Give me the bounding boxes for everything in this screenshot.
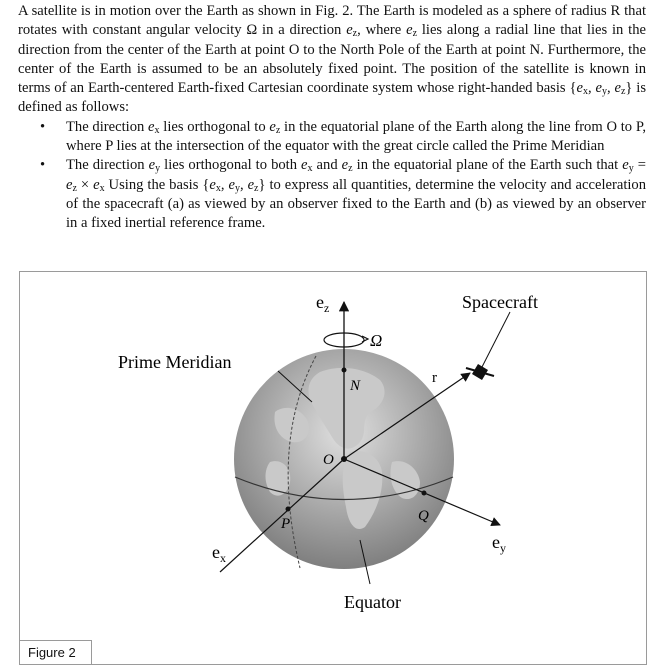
spacecraft-icon bbox=[466, 364, 494, 380]
symbol-e: e bbox=[346, 22, 353, 39]
bullet-text: and bbox=[312, 157, 342, 174]
bullet-icon: • bbox=[40, 118, 46, 135]
ey-label: $e_y$ bbox=[492, 532, 506, 555]
symbol-sub: z bbox=[254, 182, 259, 194]
symbol-sub: x bbox=[154, 124, 160, 136]
ex-label: $e_x$ bbox=[212, 542, 226, 565]
bullet-text: in the equatorial plane of the Earth along the line from O to P, where P lies at the intersection of the equator with the great circle called the Prime Meridian bbox=[66, 118, 646, 155]
cross-product-sign: × bbox=[76, 176, 94, 193]
bullet-text: in the equatorial plane of the Earth such that bbox=[352, 157, 623, 174]
spacecraft-leader bbox=[482, 312, 510, 367]
figure-caption: Figure 2 bbox=[20, 640, 92, 664]
omega-label: Ω bbox=[370, 331, 383, 350]
bullet-text: The direction bbox=[66, 118, 149, 135]
origin-label: O bbox=[323, 452, 334, 468]
q-label: Q bbox=[418, 508, 429, 524]
symbol-e: e bbox=[66, 176, 73, 193]
symbol-e: e bbox=[148, 118, 155, 135]
symbol-sub: z bbox=[72, 182, 77, 194]
definition-list bbox=[18, 118, 646, 234]
symbol-e: e bbox=[148, 157, 156, 174]
p-label: P bbox=[281, 516, 291, 532]
symbol-e: e bbox=[576, 80, 583, 97]
symbol-e: e bbox=[209, 176, 216, 193]
symbol-sub: x bbox=[307, 163, 313, 175]
origin-point bbox=[341, 456, 347, 462]
point-p bbox=[286, 507, 291, 512]
separator: , bbox=[220, 176, 229, 193]
symbol-sub: z bbox=[348, 163, 353, 175]
symbol-e: e bbox=[228, 176, 235, 193]
symbol-sub: x bbox=[215, 182, 221, 194]
paragraph-text: A satellite is in motion over the Earth as shown in Fig. 2. The Earth is modeled as a sphere of radius R that rotates with constant angular velocity Ω in a direction bbox=[18, 3, 646, 39]
problem-paragraph bbox=[18, 2, 646, 118]
spacecraft-label: Spacecraft bbox=[462, 292, 538, 312]
symbol-e: e bbox=[247, 176, 255, 193]
rotation-arrowhead-icon bbox=[362, 336, 368, 342]
paragraph-text: , where bbox=[357, 22, 407, 39]
earth-satellite-diagram bbox=[20, 272, 646, 664]
problem-text bbox=[18, 2, 646, 234]
bullet-text: The direction bbox=[66, 157, 149, 174]
equals-sign: = bbox=[633, 157, 646, 174]
bullet-text: } to express all quantities, determine the velocity and acceleration of the spacecraft (a) as viewed by an observer fixed to the Earth and (b) as viewed by an observer in a fixed inertial reference frame. bbox=[66, 176, 647, 232]
north-label: N bbox=[350, 378, 361, 394]
separator: , bbox=[587, 80, 596, 97]
north-pole-point bbox=[342, 368, 347, 373]
symbol-sub: y bbox=[234, 182, 240, 194]
symbol-sub: z bbox=[352, 28, 358, 40]
separator: , bbox=[606, 80, 615, 97]
symbol-e: e bbox=[622, 157, 629, 174]
paragraph-text: lies along a radial line that lies in the direction from the center of the Earth at point O to the North Pole of the Earth at point N. Furthermore, the center of the Earth is assumed to be an absolutely fixed point. The position of the satellite is known in terms of an Earth-centered Earth-fixed Cartesian coordinate system whose right-handed basis { bbox=[18, 22, 646, 97]
bullet-ex-definition bbox=[18, 118, 646, 157]
ez-label: $e_z$ bbox=[316, 292, 330, 315]
symbol-e: e bbox=[406, 22, 413, 39]
symbol-e: e bbox=[595, 80, 602, 97]
symbol-sub: z bbox=[620, 86, 626, 98]
symbol-sub: x bbox=[99, 182, 105, 194]
bullet-ey-definition bbox=[18, 156, 646, 233]
bullet-text: lies orthogonal to both bbox=[160, 157, 302, 174]
symbol-e: e bbox=[269, 118, 276, 135]
symbol-e: e bbox=[301, 157, 308, 174]
symbol-sub: y bbox=[155, 163, 161, 175]
symbol-e: e bbox=[614, 80, 621, 97]
prime-meridian-label: Prime Meridian bbox=[118, 352, 232, 372]
bullet-icon: • bbox=[40, 157, 46, 174]
paragraph-text: } is defined as follows: bbox=[18, 80, 647, 116]
r-label: r bbox=[432, 370, 437, 386]
symbol-sub: y bbox=[601, 86, 607, 98]
equator-label: Equator bbox=[344, 592, 401, 612]
bullet-text: Using the basis { bbox=[104, 176, 210, 193]
point-q bbox=[422, 491, 427, 496]
symbol-e: e bbox=[341, 157, 349, 174]
separator: , bbox=[239, 176, 248, 193]
symbol-sub: z bbox=[275, 124, 281, 136]
symbol-e: e bbox=[93, 176, 100, 193]
bullet-text: lies orthogonal to bbox=[159, 118, 270, 135]
figure-2 bbox=[19, 271, 647, 665]
symbol-sub: y bbox=[628, 163, 634, 175]
symbol-sub: z bbox=[412, 28, 418, 40]
symbol-sub: x bbox=[582, 86, 588, 98]
